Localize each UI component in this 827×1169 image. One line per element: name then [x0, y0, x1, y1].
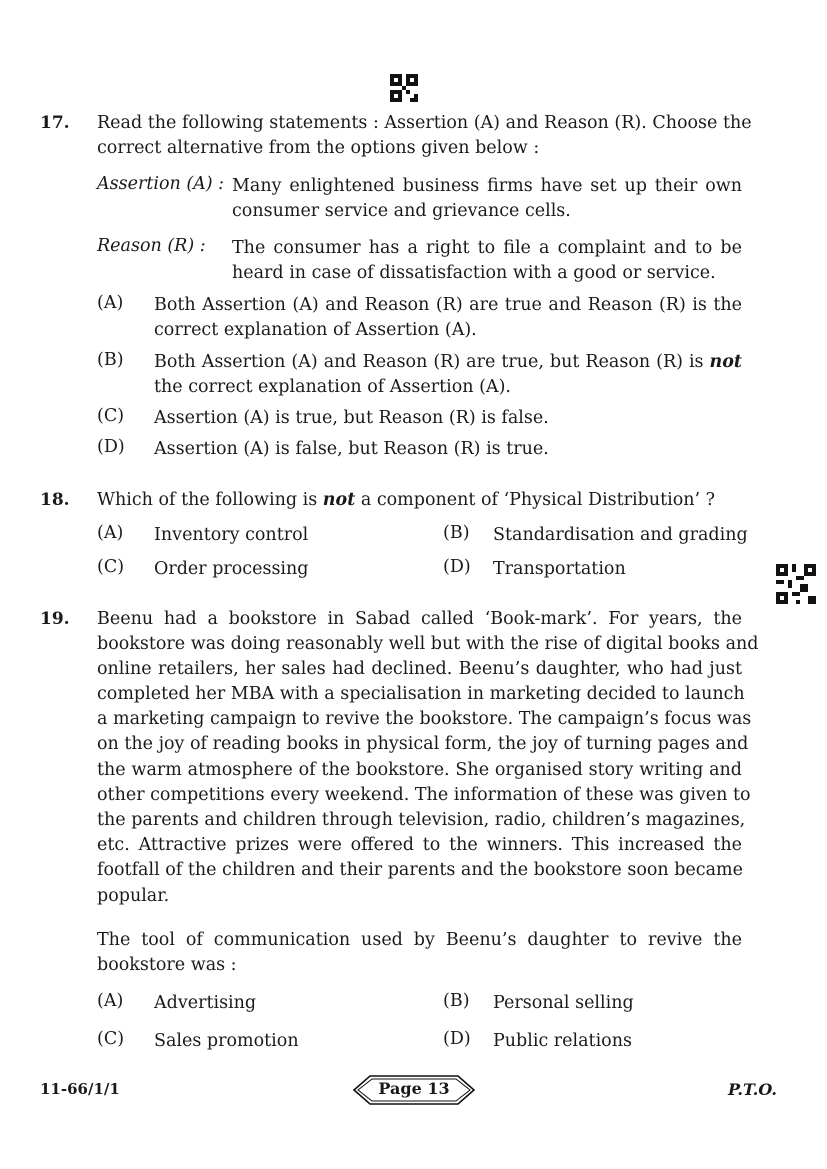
passage-line: other competitions every weekend. The information of these was given to: [97, 785, 751, 805]
option-letter: (D): [443, 557, 471, 577]
option-text-part: Both Assertion (A) and Reason (R) are true, but Reason (R) is: [154, 352, 710, 372]
assertion-label: Assertion (A) :: [97, 174, 225, 194]
emphasis-not: not: [322, 490, 356, 510]
option-letter: (B): [443, 991, 470, 1011]
question-stem: Read the following statements : Assertion (A) and Reason (R). Choose the: [97, 113, 752, 133]
option-text[interactable]: Assertion (A) is false, but Reason (R) is true.: [154, 439, 549, 459]
option-text[interactable]: Sales promotion: [154, 1031, 299, 1051]
option-letter: (A): [97, 293, 124, 313]
question-number: 18.: [40, 490, 70, 510]
passage-line: completed her MBA with a specialisation in marketing decided to launch: [97, 684, 745, 704]
reason-text: The consumer has a right to file a complaint and to be: [232, 238, 742, 258]
stem-part: Which of the following is: [97, 490, 323, 510]
passage-line: footfall of the children and their parents and the bookstore soon became: [97, 860, 743, 880]
option-text[interactable]: Order processing: [154, 559, 309, 579]
option-text[interactable]: the correct explanation of Assertion (A).: [154, 377, 511, 397]
option-text[interactable]: Both Assertion (A) and Reason (R) are true and Reason (R) is the: [154, 295, 742, 315]
passage-line: the warm atmosphere of the bookstore. She organised story writing and: [97, 760, 742, 780]
question-number: 19.: [40, 609, 70, 629]
paper-code: 11-66/1/1: [40, 1080, 120, 1098]
option-letter: (D): [443, 1029, 471, 1049]
qr-code-icon: [776, 564, 816, 604]
option-letter: (B): [443, 523, 470, 543]
passage-line: bookstore was doing reasonably well but with the rise of digital books and: [97, 634, 759, 654]
option-text[interactable]: Standardisation and grading: [493, 525, 748, 545]
option-text[interactable]: Assertion (A) is true, but Reason (R) is false.: [154, 408, 549, 428]
passage-line: popular.: [97, 886, 170, 906]
question-line: The tool of communication used by Beenu’s daughter to revive the: [97, 930, 742, 950]
assertion-text: consumer service and grievance cells.: [232, 201, 571, 221]
option-letter: (C): [97, 406, 125, 426]
page-number: Page 13: [378, 1079, 450, 1098]
passage-line: Beenu had a bookstore in Sabad called ‘Book-mark’. For years, the: [97, 609, 742, 629]
emphasis-not: not: [709, 352, 742, 372]
option-text[interactable]: Inventory control: [154, 525, 309, 545]
passage-line: a marketing campaign to revive the bookstore. The campaign’s focus was: [97, 709, 752, 729]
page-number-badge: [352, 1074, 476, 1106]
option-letter: (B): [97, 350, 124, 370]
option-letter: (D): [97, 437, 125, 457]
stem-part: a component of ‘Physical Distribution’ ?: [355, 490, 716, 510]
passage-line: the parents and children through television, radio, children’s magazines,: [97, 810, 746, 830]
reason-text: heard in case of dissatisfaction with a good or service.: [232, 263, 716, 283]
option-letter: (C): [97, 1029, 125, 1049]
assertion-text: Many enlightened business firms have set up their own: [232, 176, 742, 196]
passage-line: online retailers, her sales had declined. Beenu’s daughter, who had just: [97, 659, 742, 679]
question-stem: correct alternative from the options given below :: [97, 138, 540, 158]
option-text[interactable]: Advertising: [154, 993, 257, 1013]
qr-code-icon: [390, 74, 418, 102]
option-letter: (A): [97, 523, 124, 543]
option-text[interactable]: [154, 350, 742, 375]
passage-line: on the joy of reading books in physical form, the joy of turning pages and: [97, 734, 749, 754]
question-number: 17.: [40, 113, 70, 133]
reason-label: Reason (R) :: [97, 236, 206, 256]
pto-label: P.T.O.: [728, 1080, 777, 1099]
option-text[interactable]: Transportation: [493, 559, 626, 579]
option-letter: (C): [97, 557, 125, 577]
passage-line: etc. Attractive prizes were offered to the winners. This increased the: [97, 835, 742, 855]
option-text[interactable]: Personal selling: [493, 993, 634, 1013]
question-stem: [97, 488, 715, 513]
option-letter: (A): [97, 991, 124, 1011]
option-text[interactable]: correct explanation of Assertion (A).: [154, 320, 477, 340]
question-line: bookstore was :: [97, 955, 237, 975]
option-text[interactable]: Public relations: [493, 1031, 632, 1051]
